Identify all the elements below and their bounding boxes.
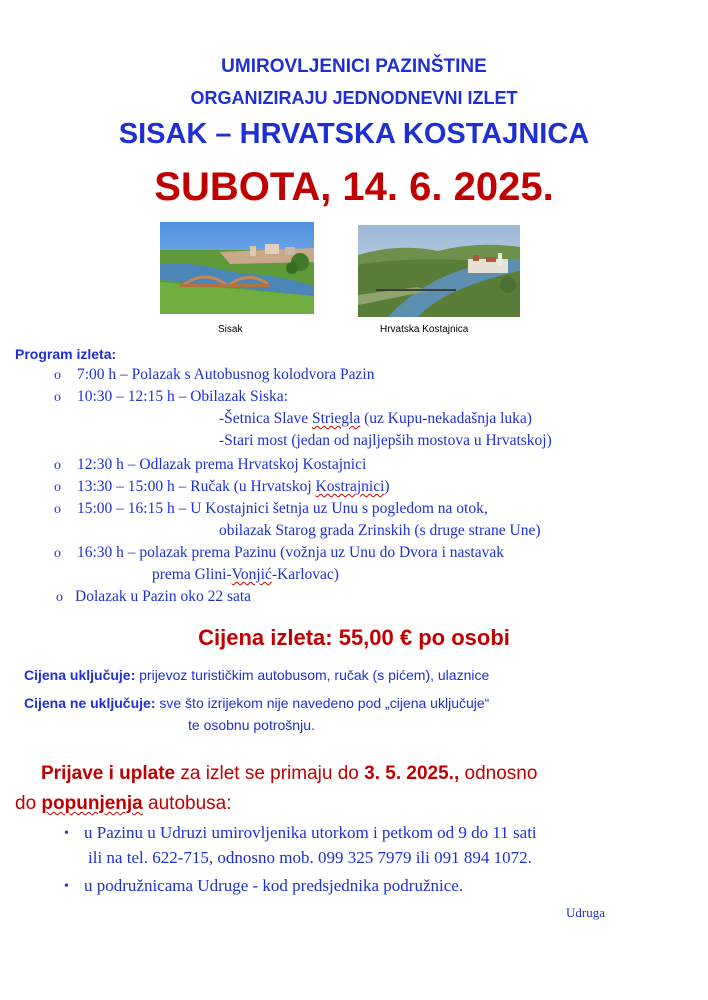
list-bullet: o xyxy=(54,546,61,561)
organizer-heading: UMIROVLJENICI PAZINŠTINE xyxy=(221,56,487,77)
list-bullet: o xyxy=(54,502,61,517)
contact-pazin: u Pazinu u Udruzi umirovljenika utorkom i petkom od 9 do 11 sati xyxy=(84,823,537,842)
program-subitem-promenade: -Šetnica Slave Striegla (uz Kupu-nekadašnja luka) xyxy=(219,410,532,427)
sisak-caption: Sisak xyxy=(218,324,243,335)
price-line: Cijena izleta: 55,00 € po osobi xyxy=(198,625,510,650)
program-item-return: 16:30 h – polazak prema Pazinu (vožnja uz Unu do Dvora i nastavak xyxy=(77,544,504,561)
program-item-departure-kostajnica: 12:30 h – Odlazak prema Hrvatskoj Kostajnici xyxy=(77,456,367,473)
kostajnica-photo xyxy=(358,225,520,317)
includes-text: prijevoz turističkim autobusom, ručak (s pićem), ulaznice xyxy=(135,667,490,683)
program-item-kostajnica-walk: 15:00 – 16:15 h – U Kostajnici šetnja uz Unu s pogledom na otok, xyxy=(77,500,488,517)
program-item-departure: 7:00 h – Polazak s Autobusnog kolodvora Pazin xyxy=(77,366,375,383)
announcement-heading: ORGANIZIRAJU JEDNODNEVNI IZLET xyxy=(190,88,518,108)
price-includes xyxy=(24,667,489,683)
list-bullet: • xyxy=(64,879,69,894)
registration-line-2: do popunjenja autobusa: xyxy=(15,793,232,814)
price-excludes xyxy=(24,695,489,711)
program-item-lunch: 13:30 – 15:00 h – Ručak (u Hrvatskoj Kostrajnici) xyxy=(77,478,390,495)
contact-phones: ili na tel. 622-715, odnosno mob. 099 325 7979 ili 091 894 1072. xyxy=(88,848,532,867)
excludes-label: Cijena ne uključuje: xyxy=(24,695,156,711)
list-bullet: o xyxy=(54,458,61,473)
list-bullet: o xyxy=(54,480,61,495)
program-item-arrival: Dolazak u Pazin oko 22 sata xyxy=(75,588,252,605)
sisak-photo xyxy=(160,222,314,314)
includes-label: Cijena uključuje: xyxy=(24,667,136,683)
signature: Udruga xyxy=(566,905,605,920)
program-title: Program izleta: xyxy=(15,346,117,362)
list-bullet: o xyxy=(56,590,63,605)
list-bullet: o xyxy=(54,390,61,405)
trip-date: SUBOTA, 14. 6. 2025. xyxy=(154,165,554,209)
list-bullet: • xyxy=(64,826,69,841)
excludes-text-cont: te osobnu potrošnju. xyxy=(188,717,315,733)
program-item-return-cont: prema Glini-Vonjić-Karlovac) xyxy=(152,566,339,583)
program-item-kostajnica-walk-cont: obilazak Starog grada Zrinskih (s druge strane Une) xyxy=(219,522,541,539)
program-item-sisak-tour: 10:30 – 12:15 h – Obilazak Siska: xyxy=(77,388,288,405)
program-subitem-old-bridge: -Stari most (jedan od najljepših mostova u Hrvatskoj) xyxy=(219,432,552,449)
route-title: SISAK – HRVATSKA KOSTAJNICA xyxy=(118,118,590,150)
excludes-text: sve što izrijekom nije navedeno pod „cijena uključuje“ xyxy=(155,695,490,711)
list-bullet: o xyxy=(54,368,61,383)
kostajnica-caption: Hrvatska Kostajnica xyxy=(380,324,469,335)
contact-branches: u podružnicama Udruge - kod predsjednika podružnice. xyxy=(84,876,464,895)
registration-line-1: Prijave i uplate za izlet se primaju do 3. 5. 2025., odnosno xyxy=(41,763,538,784)
